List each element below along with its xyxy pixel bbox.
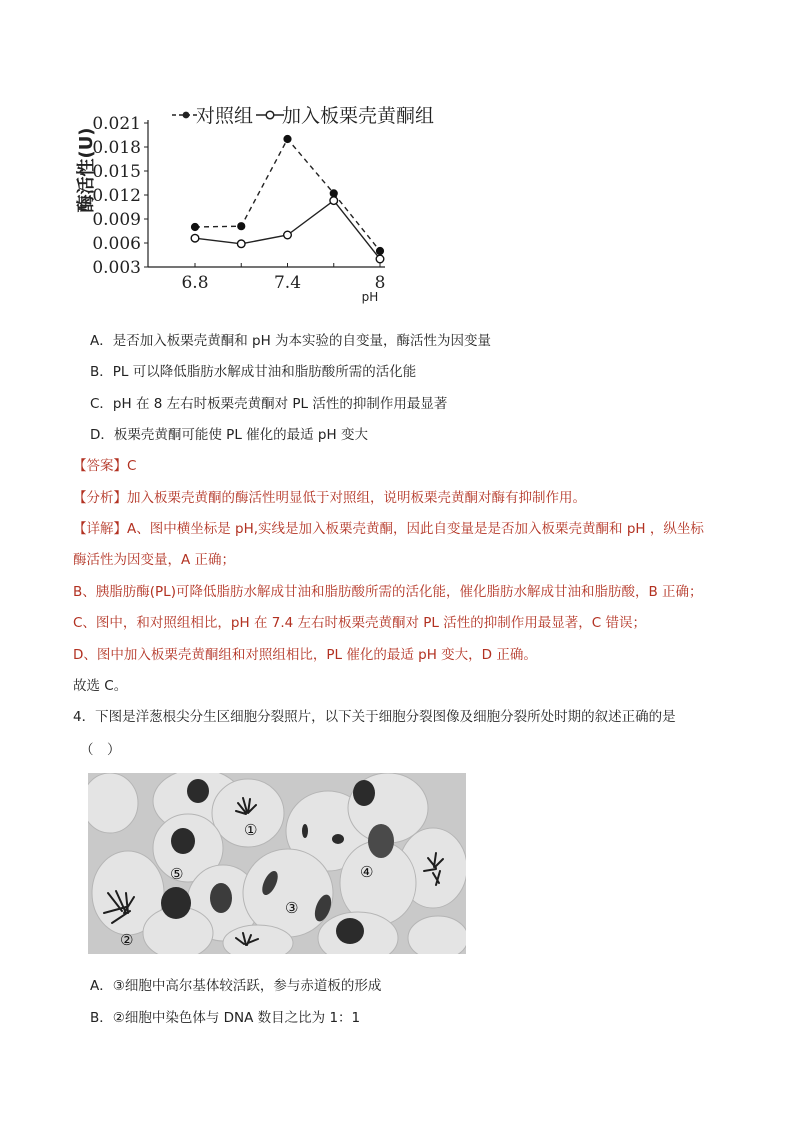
data-point-control <box>284 136 291 143</box>
x-tick-label: 8 <box>374 273 386 293</box>
q3-detail-d: D、图中加入板栗壳黄酮组和对照组相比，PL 催化的最适 pH 变大，D 正确。 <box>73 647 537 663</box>
q3-option-d: D．板栗壳黄酮可能使 PL 催化的最适 pH 变大 <box>90 427 368 443</box>
data-point-control <box>330 190 337 197</box>
y-tick-label: 0.021 <box>92 114 141 134</box>
y-tick-label: 0.018 <box>92 138 141 158</box>
y-tick-label: 0.009 <box>92 210 141 230</box>
q3-detail-a-line1: 【详解】A、图中横坐标是 pH,实线是加入板栗壳黄酮，因此自变量是是否加入板栗壳黄酮和 pH ，纵坐标 <box>73 521 704 537</box>
q4-option-b: B．②细胞中染色体与 DNA 数目之比为 1：1 <box>90 1010 361 1026</box>
photo-label-5: ⑤ <box>170 865 184 883</box>
q3-option-c: C．pH 在 8 左右时板栗壳黄酮对 PL 活性的抑制作用最显著 <box>90 396 448 412</box>
x-axis-label: pH <box>361 290 379 304</box>
enzyme-activity-chart <box>60 98 460 308</box>
photo-label-3: ③ <box>285 899 299 917</box>
data-point-treated <box>376 255 384 263</box>
q4-stem: 4．下图是洋葱根尖分生区细胞分裂照片，以下关于细胞分裂图像及细胞分裂所处时期的叙述正确的是 <box>73 709 676 725</box>
q3-detail-c: C、图中，和对照组相比，pH 在 7.4 左右时板栗壳黄酮对 PL 活性的抑制作用最显著，C 错误； <box>73 615 646 631</box>
photo-label-4: ④ <box>360 863 374 881</box>
x-tick-label: 7.4 <box>273 273 302 293</box>
photo-label-1: ① <box>244 821 258 839</box>
data-point-control <box>377 248 384 255</box>
data-point-treated <box>330 197 338 205</box>
q3-detail-b: B、胰脂肪酶(PL)可降低脂肪水解成甘油和脂肪酸所需的活化能，催化脂肪水解成甘油和脂肪酸，B 正确； <box>73 584 703 600</box>
q3-option-a: A．是否加入板栗壳黄酮和 pH 为本实验的自变量，酶活性为因变量 <box>90 333 492 349</box>
y-axis-label: 酶活性(U) <box>76 127 97 213</box>
legend-label-treated: 加入板栗壳黄酮组 <box>282 105 435 127</box>
data-point-treated <box>284 231 292 239</box>
data-point-treated <box>237 240 245 248</box>
data-point-control <box>192 224 199 231</box>
q3-conclusion: 故选 C。 <box>73 678 128 694</box>
y-tick-label: 0.015 <box>92 162 141 182</box>
y-tick-label: 0.012 <box>92 186 141 206</box>
legend-label-control: 对照组 <box>196 105 254 127</box>
data-point-treated <box>191 234 199 242</box>
y-tick-label: 0.006 <box>92 234 141 254</box>
x-tick-label: 6.8 <box>181 273 209 293</box>
onion-root-tip-photo <box>88 773 466 954</box>
q4-answer-blank: （ ） <box>80 742 121 758</box>
data-point-control <box>238 223 245 230</box>
q3-answer: 【答案】C <box>73 458 137 474</box>
y-tick-label: 0.003 <box>92 258 141 278</box>
q3-option-b: B．PL 可以降低脂肪水解成甘油和脂肪酸所需的活化能 <box>90 364 417 380</box>
q3-analysis: 【分析】加入板栗壳黄酮的酶活性明显低于对照组，说明板栗壳黄酮对酶有抑制作用。 <box>73 490 586 506</box>
q4-option-a: A．③细胞中高尔基体较活跃，参与赤道板的形成 <box>90 978 382 994</box>
photo-label-2: ② <box>120 931 134 949</box>
chart-legend <box>172 105 434 127</box>
series-line-treated <box>195 201 380 259</box>
q3-detail-a-line2: 酶活性为因变量，A 正确； <box>73 552 236 568</box>
